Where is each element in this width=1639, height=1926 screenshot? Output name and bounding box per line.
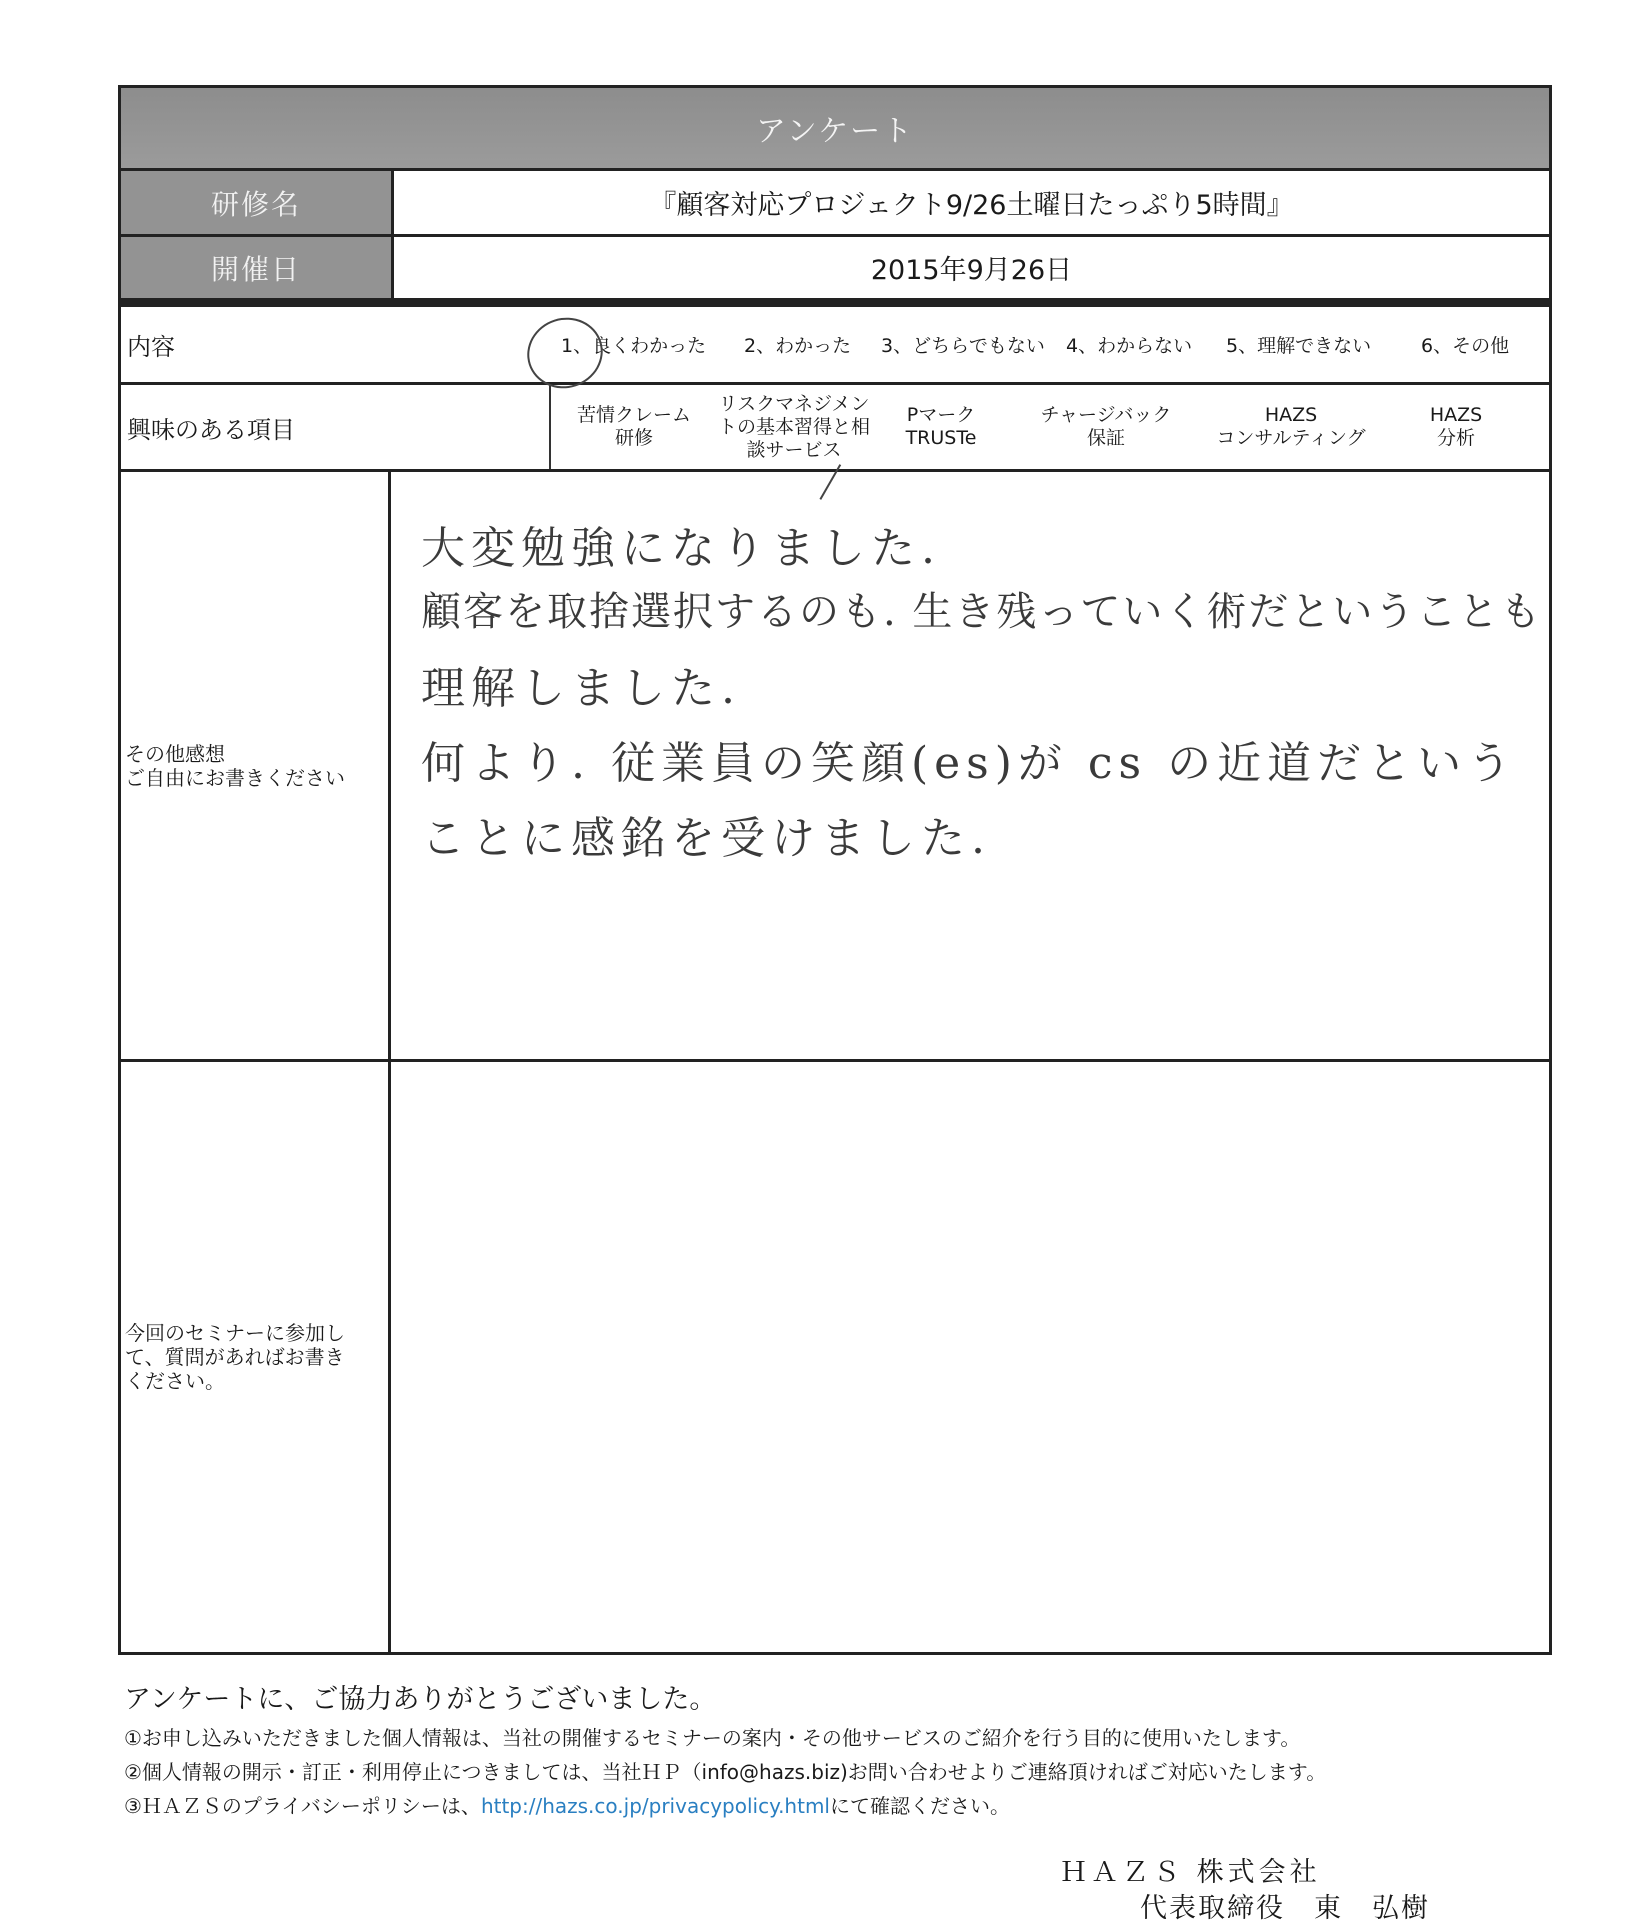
- content-row: [121, 301, 1549, 385]
- choice-4[interactable]: 4、わからない: [1066, 335, 1193, 357]
- impressions-answer[interactable]: [391, 472, 1549, 1059]
- course-label: 研修名: [121, 171, 394, 234]
- content-label: 内容: [127, 333, 175, 361]
- interest-label: 興味のある項目: [121, 385, 551, 469]
- choice-2[interactable]: 2、わかった: [744, 335, 852, 357]
- choice-3[interactable]: 3、どちらでもない: [881, 335, 1045, 357]
- company-name: ＨＡＺＳ 株式会社: [1060, 1857, 1321, 1888]
- interest-hazs-consulting[interactable]: HAZS コンサルティング: [1216, 404, 1366, 449]
- course-value: 『顧客対応プロジェクト9/26土曜日たっぷり5時間』: [649, 190, 1294, 221]
- survey-form: [118, 85, 1552, 1655]
- choice-6[interactable]: 6、その他: [1421, 335, 1510, 357]
- date-label: 開催日: [121, 237, 394, 298]
- privacy-policy-link[interactable]: http://hazs.co.jp/privacypolicy.html: [480, 1794, 830, 1818]
- privacy-note-3: ③ＨＡＺＳのプライバシーポリシーは、http://hazs.co.jp/privacypolicy.htmlにて確認ください。: [124, 1794, 1010, 1818]
- interest-hazs-analysis[interactable]: HAZS 分析: [1429, 404, 1483, 449]
- representative-name: 代表取締役 東 弘樹: [1140, 1893, 1430, 1924]
- questions-answer[interactable]: [391, 1062, 1549, 1652]
- hw-line-5: ことに感銘を受けました.: [421, 813, 991, 864]
- privacy-note-2: ②個人情報の開示・訂正・利用停止につきましては、当社ＨＰ（info@hazs.biz)お問い合わせよりご連絡頂ければご対応いたします。: [124, 1760, 1327, 1784]
- hw-line-2: 顧客を取捨選択するのも. 生き残っていく術だということも: [421, 589, 1543, 635]
- choice-1[interactable]: 1、良くわかった: [561, 335, 707, 357]
- privacy-note-1: ①お申し込みいただきました個人情報は、当社の開催するセミナーの案内・その他サービスのご紹介を行う目的に使用いたします。: [124, 1726, 1301, 1750]
- hw-line-3: 理解しました.: [421, 663, 741, 714]
- hw-line-1: 大変勉強になりました.: [421, 523, 941, 574]
- interest-risk-management[interactable]: リスクマネジメン トの基本習得と相 談サービス: [717, 392, 870, 461]
- interest-chargeback[interactable]: チャージバック 保証: [1040, 404, 1172, 449]
- impressions-row: [121, 472, 1549, 1062]
- hw-line-4: 何より. 従業員の笑顔(es)が cs の近道だという: [421, 738, 1518, 789]
- thanks-message: アンケートに、ご協力ありがとうございました。: [124, 1684, 717, 1715]
- form-title: アンケート: [121, 88, 1549, 171]
- choice-5[interactable]: 5、理解できない: [1226, 335, 1372, 357]
- impressions-label: その他感想 ご自由にお書きください: [121, 472, 391, 1059]
- interest-row: [121, 385, 1549, 472]
- questions-label: 今回のセミナーに参加し て、質問があればお書き ください。: [121, 1062, 391, 1652]
- date-row: [121, 237, 1549, 301]
- date-value: 2015年9月26日: [870, 255, 1073, 286]
- course-row: [121, 171, 1549, 237]
- interest-items: [551, 385, 1549, 469]
- interest-pmark[interactable]: Pマーク TRUSTe: [905, 404, 977, 449]
- questions-row: [121, 1062, 1549, 1652]
- content-choices: [551, 307, 1549, 382]
- interest-complaint-training[interactable]: 苦情クレーム 研修: [576, 404, 691, 449]
